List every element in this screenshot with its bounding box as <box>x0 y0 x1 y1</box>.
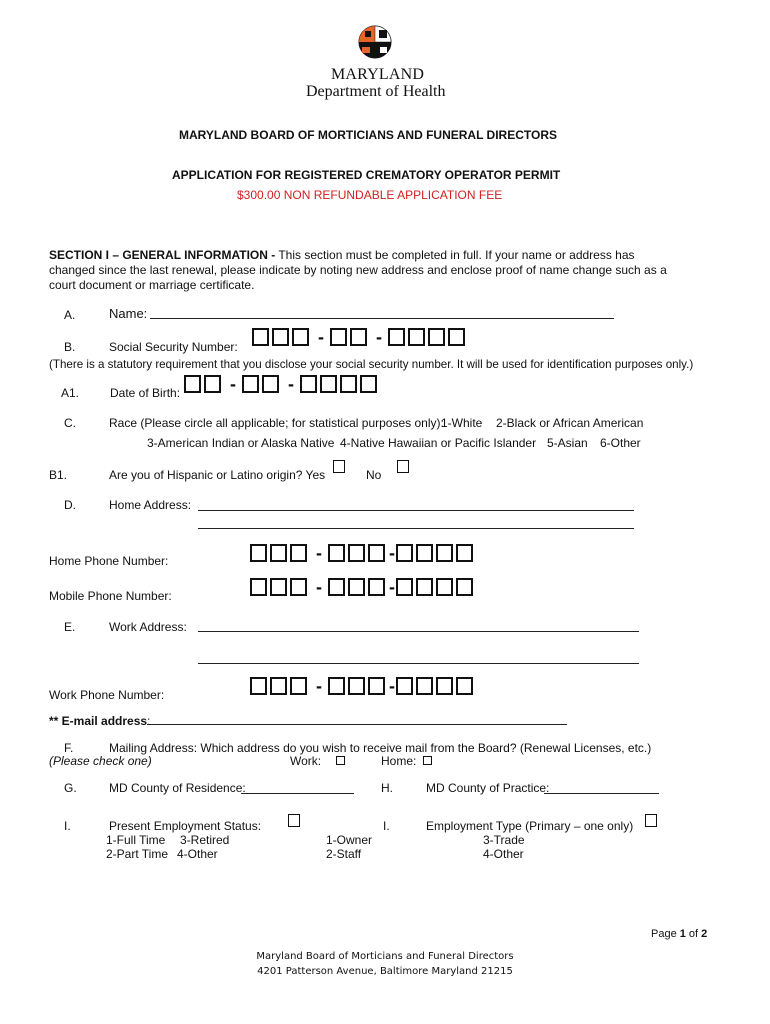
status-owner: 1-Owner <box>326 833 373 847</box>
work-phone-boxes[interactable]: - - <box>250 677 476 695</box>
email-colon: : <box>147 714 151 728</box>
status-other: 4-Other <box>177 847 218 861</box>
status-staff: 2-Staff <box>326 847 362 861</box>
mailing-work-checkbox[interactable] <box>336 756 345 765</box>
race-option-pacific-islander[interactable]: 4-Native Hawaiian or Pacific Islander <box>340 436 537 450</box>
mailing-home-label: Home: <box>381 754 417 768</box>
home-address-label: Home Address: <box>109 498 192 512</box>
hispanic-label: Are you of Hispanic or Latino origin? Yes <box>109 468 326 482</box>
section-intro-line2: changed since the last renewal, please indicate by noting new address and enclose proof of name change such as a <box>49 263 667 277</box>
field-e-letter: E. <box>64 620 76 634</box>
county-residence-label: MD County of Residence: <box>109 781 246 795</box>
section-intro-text: This section must be completed in full. If your name or address has <box>275 248 635 262</box>
name-label: Name: <box>109 306 148 321</box>
status-retired: 3-Retired <box>180 833 230 847</box>
email-input-line[interactable] <box>147 724 567 725</box>
ssn-note: (There is a statutory requirement that you disclose your social security number. It will be used for identification purposes only.) <box>49 358 694 371</box>
ssn-boxes[interactable]: - - <box>252 328 468 346</box>
field-d-letter: D. <box>64 498 76 512</box>
mailing-address-label: Mailing Address: Which address do you wish to receive mail from the Board? (Renewal Licenses, etc.) <box>109 741 652 755</box>
email-label-row <box>49 714 150 728</box>
field-f-letter: F. <box>64 741 74 755</box>
field-a1-letter: A1. <box>61 386 80 400</box>
field-i-letter: I. <box>64 819 71 833</box>
page-number: Page 1 of 2 <box>651 928 708 940</box>
field-b-letter: B. <box>64 340 76 354</box>
race-label: Race (Please circle all applicable; for statistical purposes only): <box>109 416 444 430</box>
employment-type-checkbox[interactable] <box>645 814 657 827</box>
county-residence-line[interactable] <box>241 793 354 794</box>
status-part-time: 2-Part Time <box>106 847 169 861</box>
section-heading: SECTION I – GENERAL INFORMATION - <box>49 248 276 262</box>
race-option-black[interactable]: 2-Black or African American <box>496 416 644 430</box>
board-title: MARYLAND BOARD OF MORTICIANS AND FUNERAL DIRECTORS <box>179 128 557 142</box>
dob-boxes[interactable]: - - <box>184 375 380 393</box>
home-phone-boxes[interactable]: - - <box>250 544 476 562</box>
hispanic-no-label: No <box>366 468 382 482</box>
application-title: APPLICATION FOR REGISTERED CREMATORY OPERATOR PERMIT <box>172 168 561 182</box>
field-a-letter: A. <box>64 308 76 322</box>
field-h-letter: H. <box>381 781 393 795</box>
name-input-line[interactable] <box>150 318 614 319</box>
employment-status-label: Present Employment Status: <box>109 819 262 833</box>
hispanic-no-checkbox[interactable] <box>397 460 409 473</box>
mailing-work-label: Work: <box>290 754 322 768</box>
dob-label: Date of Birth: <box>110 386 181 400</box>
section-intro-line1 <box>49 248 635 262</box>
race-option-asian[interactable]: 5-Asian <box>547 436 588 450</box>
mobile-phone-boxes[interactable]: - - <box>250 578 476 596</box>
race-option-white[interactable]: 1-White <box>441 416 483 430</box>
type-trade: 3-Trade <box>483 833 525 847</box>
type-other: 4-Other <box>483 847 524 861</box>
fee-notice: $300.00 NON REFUNDABLE APPLICATION FEE <box>237 188 503 202</box>
status-full-time: 1-Full Time <box>106 833 166 847</box>
mailing-check-note: (Please check one) <box>49 754 152 768</box>
section-intro-line3: court document or marriage certificate. <box>49 278 255 292</box>
county-practice-label: MD County of Practice: <box>426 781 550 795</box>
race-option-other[interactable]: 6-Other <box>600 436 641 450</box>
work-address-line1[interactable] <box>198 631 639 632</box>
hispanic-yes-checkbox[interactable] <box>333 460 345 473</box>
field-b1-letter: B1. <box>49 468 68 482</box>
home-phone-label: Home Phone Number: <box>49 554 169 568</box>
race-option-american-indian[interactable]: 3-American Indian or Alaska Native <box>147 436 335 450</box>
email-label: ** E-mail address <box>49 714 148 728</box>
field-g-letter: G. <box>64 781 77 795</box>
footer-line2: 4201 Patterson Avenue, Baltimore Maryland 21215 <box>257 966 513 977</box>
work-address-line2[interactable] <box>198 663 639 664</box>
home-address-line1[interactable] <box>198 510 634 511</box>
footer-line1: Maryland Board of Morticians and Funeral Directors <box>256 951 514 962</box>
mobile-phone-label: Mobile Phone Number: <box>49 589 172 603</box>
field-i2-letter: I. <box>383 819 390 833</box>
county-practice-line[interactable] <box>544 793 659 794</box>
work-address-label: Work Address: <box>109 620 187 634</box>
logo-department: Department of Health <box>306 83 446 100</box>
work-phone-label: Work Phone Number: <box>49 688 165 702</box>
employment-type-label: Employment Type (Primary – one only) <box>426 819 634 833</box>
maryland-logo-emblem <box>358 25 392 59</box>
field-c-letter: C. <box>64 416 76 430</box>
home-address-line2[interactable] <box>198 528 634 529</box>
logo-maryland: MARYLAND <box>331 66 425 83</box>
mailing-home-checkbox[interactable] <box>423 756 432 765</box>
ssn-label: Social Security Number: <box>109 340 238 354</box>
employment-status-checkbox[interactable] <box>288 814 300 827</box>
